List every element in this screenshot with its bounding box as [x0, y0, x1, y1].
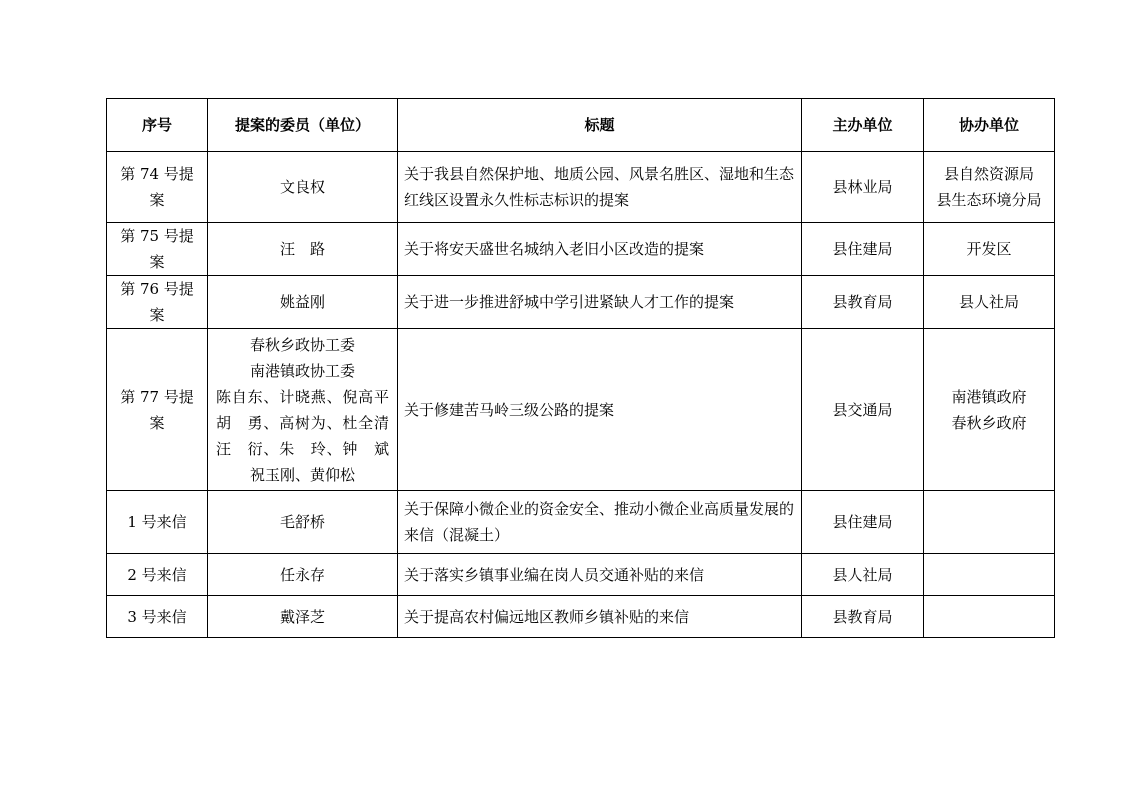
host-unit: 县人社局 [802, 554, 924, 596]
header-member: 提案的委员（单位） [208, 99, 398, 152]
table-row [107, 276, 1055, 329]
member-line: 春秋乡政协工委 [249, 335, 355, 354]
proposal-number: 第 75 号提案 [107, 223, 208, 276]
co-unit-line: 县自然资源局 [943, 165, 1034, 183]
proposal-number: 第 77 号提案 [107, 329, 208, 491]
member-line: 南港镇政协工委 [249, 361, 355, 380]
header-number: 序号 [107, 99, 208, 152]
member-line: 胡 勇、高树为、杜全清 [216, 413, 389, 432]
table-row [107, 596, 1055, 638]
member-line: 祝玉刚、黄仰松 [249, 465, 355, 484]
table-row [107, 329, 1055, 491]
member-name: 文良权 [208, 152, 398, 223]
table-header-row [107, 99, 1055, 152]
member-name: 任永存 [208, 554, 398, 596]
proposal-title: 关于保障小微企业的资金安全、推动小微企业高质量发展的来信（混凝土） [398, 491, 802, 554]
proposal-title: 关于修建苦马岭三级公路的提案 [398, 329, 802, 491]
host-unit: 县教育局 [802, 596, 924, 638]
proposal-title: 关于进一步推进舒城中学引进紧缺人才工作的提案 [398, 276, 802, 329]
proposal-number: 第 76 号提案 [107, 276, 208, 329]
co-unit [924, 152, 1055, 223]
host-unit: 县林业局 [802, 152, 924, 223]
proposal-number: 3 号来信 [107, 596, 208, 638]
table-row [107, 152, 1055, 223]
member-name: 姚益刚 [208, 276, 398, 329]
member-name: 毛舒桥 [208, 491, 398, 554]
co-unit [924, 276, 1055, 329]
co-unit [924, 329, 1055, 491]
proposal-title: 关于落实乡镇事业编在岗人员交通补贴的来信 [398, 554, 802, 596]
host-unit: 县住建局 [802, 223, 924, 276]
proposal-title: 关于提高农村偏远地区教师乡镇补贴的来信 [398, 596, 802, 638]
co-unit [924, 491, 1055, 554]
proposal-number: 第 74 号提案 [107, 152, 208, 223]
table-row [107, 491, 1055, 554]
member-name: 汪 路 [208, 223, 398, 276]
co-unit [924, 596, 1055, 638]
table-row [107, 223, 1055, 276]
member-line: 汪 衍、朱 玲、钟 斌 [216, 439, 389, 458]
member-line: 陈自东、计晓燕、倪高平 [216, 387, 389, 406]
member-name: 戴泽芝 [208, 596, 398, 638]
header-host-unit: 主办单位 [802, 99, 924, 152]
co-unit [924, 554, 1055, 596]
host-unit: 县交通局 [802, 329, 924, 491]
co-unit-line: 春秋乡政府 [951, 413, 1027, 432]
proposal-title: 关于将安天盛世名城纳入老旧小区改造的提案 [398, 223, 802, 276]
header-co-unit: 协办单位 [924, 99, 1055, 152]
proposal-table [106, 98, 1055, 638]
proposal-title: 关于我县自然保护地、地质公园、风景名胜区、湿地和生态红线区设置永久性标志标识的提案 [398, 152, 802, 223]
header-title: 标题 [398, 99, 802, 152]
proposal-number: 1 号来信 [107, 491, 208, 554]
co-unit-line: 县人社局 [958, 293, 1019, 311]
member-list [208, 329, 398, 491]
co-unit-line: 开发区 [966, 240, 1012, 258]
proposal-number: 2 号来信 [107, 554, 208, 596]
co-unit-line: 南港镇政府 [951, 387, 1027, 406]
host-unit: 县教育局 [802, 276, 924, 329]
co-unit-line: 县生态环境分局 [936, 191, 1042, 209]
table-row [107, 554, 1055, 596]
co-unit [924, 223, 1055, 276]
host-unit: 县住建局 [802, 491, 924, 554]
